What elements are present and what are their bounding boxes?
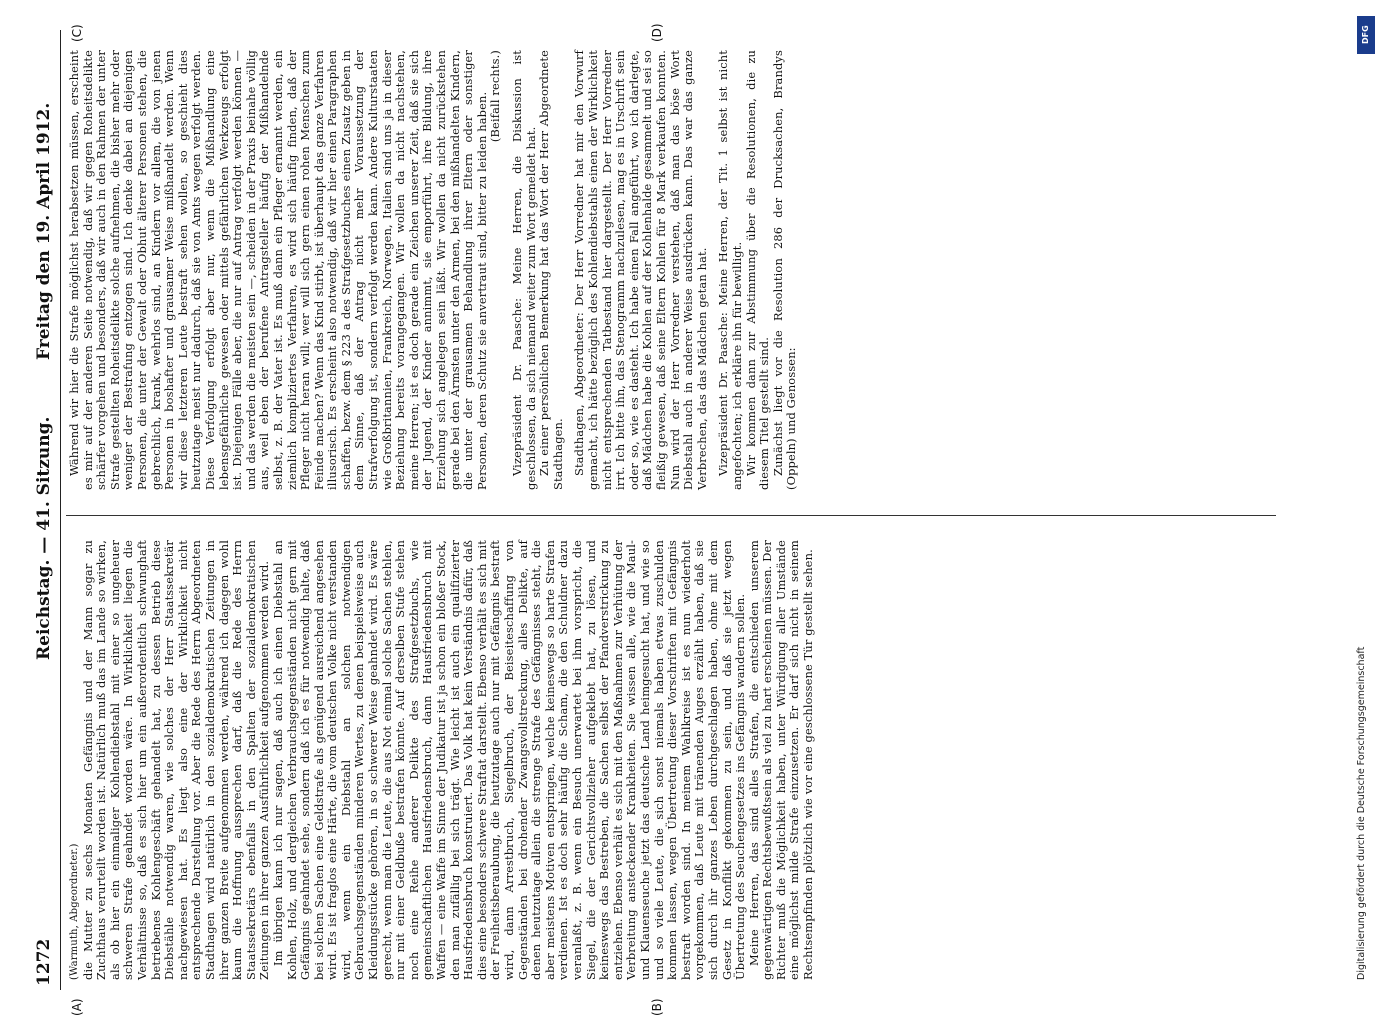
session-date: Freitag den 19. April 1912. — [34, 102, 54, 360]
paragraph: Stadthagen, Abgeordneter: Der Herr Vorredner hat mir den Vorwurf gemacht, ich hätte bezüglich des Kohlendiebstahls einen der Wirklichkeit nicht entsprechenden Tatbestand hier dargestellt. Der Herr Vorredner irrt. Ich bitte ihn, das Stenogramm nachzulesen, mag es in Urschrift sein oder so, wie es dasteht. Ich habe einen Fall angeführt, wo ich darlegte, daß Mädchen habe die Kohlen auf der Kohlenhalde gesammelt und sei so fleißig gewesen, daß seine Eltern Kohlen für 8 Mark verkaufen konnten. Nun wird der Herr Vorredner verstehen, daß man das böse Wort Diebstahl auch in anderer Weise ausdrücken kann. Das war das ganze Verbrechen, das das Mädchen getan hat. — [572, 50, 709, 490]
margin-marker-c: (C) — [70, 24, 84, 42]
paragraph: Zu einer persönlichen Bemerkung hat das Wort der Herr Abgeordnete Stadthagen. — [537, 50, 565, 490]
paragraph: Zunächst liegt vor die Resolution 286 der Drucksachen, Brandys (Oppeln) und Genossen: — [770, 50, 799, 490]
right-column — [68, 50, 1248, 490]
credit-text: Digitalisierung gefördert durch die Deutsche Forschungsgemeinschaft — [1356, 646, 1367, 980]
margin-marker-b: (B) — [650, 998, 664, 1016]
speaker-label: (Warmuth, Abgeordneter.) — [69, 843, 80, 980]
paragraph: Meine Herren, das sind alles Strafen, die entschieden unserem gegenwärtigen Rechtsbewußtsein als viel zu hart erscheinen müssen. Der Richter muß die Möglichkeit haben, unter Würdigung aller Umstände eine möglichst milde Strafe einzusetzen. Er darf sich nicht in seinem Rechtsempfinden plötzlich wie vor eine geschlossene Tür gestellt sehen. — [746, 540, 816, 980]
dfg-logo: DFG — [1357, 16, 1375, 54]
paragraph: Im übrigen kann ich nur sagen, daß auch ich einen Diebstahl an Kohlen, Holz, und dergleichen Verbrauchsgegenständen nicht gern mit Gefängnis geahndet sehe, sondern daß ich es für notwendig halte, daß bei solchen Sachen eine Geldstrafe als genügend ausreichend angesehen wird. Es ist fraglos eine Härte, die vom deutschen Volke nicht verstanden wird, wenn ein Diebstahl an solchen notwendigen Gebrauchsgegenständen minderen Wertes, zu denen beispielsweise auch Kleidungsstücke gehören, in so schwerer Weise geahndet wird. Es wäre gerecht, wenn man die Leute, die aus Not einmal solche Sachen stehlen, nur mit einer Geldbuße bestrafen könnte. Auf derselben Stufe stehen noch eine Reihe anderer Delikte des Strafgesetzbuchs, wie gemeinschaftlichen Hausfriedensbruch, dann Hausfriedensbruch mit Waffen — eine Waffe im Sinne der Judikatur ist ja schon ein bloßer Stock, den man zufällig bei sich trägt. Wie leicht ist auch ein qualifizierter Hausfriedensbruch konstruiert. Das Volk hat kein Verständnis dafür, daß dies eine besonders schwere Straftat darstellt. Ebenso verhält es sich mit der Freiheitsberaubung, die heutzutage auch nur mit Gefängnis bestraft wird, dann Arrestbruch, Siegelbruch, der Beiseiteschaffung von Gegenständen bei drohender Zwangsvollstreckung, alles Delikte, auf denen heutzutage allein die strenge Strafe des Gefängnisses steht, die aber meistens Motiven entspringen, welche keineswegs so harte Strafen verdienen. Ist es doch sehr häufig die Scham, die den Schuldner dazu veranlaßt, z. B. wenn ein Besuch unerwartet bei ihm vorspricht, die Siegel, die der Gerichtsvollzieher aufgeklebt hat, zu lösen, und keineswegs das Bestreben, die Sachen selbst der Pfandverstrickung zu entziehen. Ebenso verhält es sich mit den Maßnahmen zur Verhütung der Verbreitung ansteckender Krankheiten. Sie wissen alle, wie die Maul- und Klauenseuche jetzt das deutsche Land heimgesucht hat, und wie so und so viele Leute, die sich sonst niemals haben etwas zuschulden kommen lassen, wegen Übertretung dieser Vorschriften mit Gefängnis bestraft worden sind. In meinem Wahlkreise ist es nun wiederholt vorgekommen, daß Leute mit tränenden Auges erzählt haben, daß sie sich durch ihr ganzes Leben durchgeschlagen haben, ohne mit dem Gesetz in Konflikt gekommen zu sein, und daß sie jetzt wegen Übertretung des Seuchengesetzes ins Gefängnis wandern sollen. — [270, 540, 748, 980]
paragraph: Während wir hier die Strafe möglichst herabsetzen müssen, erscheint es mir auf der anderen Seite notwendig, daß wir gegen Roheitsdelikte schärfer vorgehen und besonders, daß wir auch in den Rahmen der unter Strafe gestellten Roheitsdelikte solche aufnehmen, die bisher mehr oder weniger der Bestrafung entzogen sind. Ich denke dabei an diejenigen Personen, die unter der Gewalt oder Obhut älterer Personen stehen, die gebrechlich, krank, wehrlos sind, an Kindern vor allem, die von jenen Personen in boshafter und grausamer Weise mißhandelt werden. Wenn wir diese letzteren Leute bestraft sehen wollen, so geschieht dies heutzutage meist nur dadurch, daß sie von Amts wegen verfolgt werden. Diese Verfolgung erfolgt aber nur, wenn die Mißhandlung eine lebensgefährliche gewesen oder mittels gefährlichen Werkzeugs erfolgt ist. Diejenigen Fälle aber, die nur auf Antrag verfolgt werden können — und das werden die meisten sein —, scheiden in der Praxis beinahe völlig aus, weil eben der berufene Antragsteller häufig der Mißhandelnde selbst, z. B. der Vater ist. Es muß dann ein Pfleger ernannt werden, ein ziemlich kompliziertes Verfahren, es wird sich häufig finden, daß der Pfleger nicht heran will; wer will sich gern einen rohen Menschen zum Feinde machen? Wenn das Kind stirbt, ist überhaupt das ganze Verfahren illusorisch. Es erscheint also notwendig, daß wir hier einen Paragraphen schaffen, bezw. dem § 223 a des Strafgesetzbuches einen Zusatz geben in dem Sinne, daß der Antrag nicht mehr Voraussetzung der Strafverfolgung ist, sondern verfolgt werden kann. Andere Kulturstaaten wie Großbritannien, Frankreich, Norwegen, Italien sind uns ja in dieser Beziehung bereits vorangegangen. Wir wollen da nicht nachstehen, meine Herren; ist es doch gerade ein Zeichen unserer Zeit, daß sie sich der Jugend, der Kinder annimmt, sie emporführt, ihre Bildung, ihre Erziehung sich angelegen sein läßt. Wir wollen da nicht zurückstehen gerade bei den Ärmsten unter den Armen, bei den mißhandelten Kindern, die unter der grausamen Behandlung ihrer Eltern oder sonstiger Personen, deren Schutz sie anvertraut sind, bitter zu leiden haben. — [67, 50, 489, 490]
margin-marker-a: (A) — [70, 998, 84, 1016]
page-header — [30, 30, 61, 990]
paragraph: die Mutter zu sechs Monaten Gefängnis und der Mann sogar zu Zuchthaus verurteilt worden ist. Natürlich muß das im Lande so wirken, als ob hier ein einmaliger Kohlendiebstahl mit einer so ungeheuer schweren Strafe geahndet worden wäre. In Wirklichkeit liegen die Verhältnisse so, daß es sich hier um ein außerordentlich schwunghaft betriebenes Kohlengeschäft gehandelt hat, zu dessen Betrieb diese Diebstähle notwendig waren, wie solches der Herr Staatssekretär nachgewiesen hat. Es liegt also eine der Wirklichkeit nicht entsprechende Darstellung vor. Aber die Rede des Herrn Abgeordneten Stadthagen wird natürlich in den sozialdemokratischen Zeitungen in ihrer ganzen Breite aufgenommen werden, während ich dagegen wohl kaum die Hoffnung aussprechen darf, daß die Rede des Herrn Staatssekretärs ebenfalls in den Spalten der sozialdemokratischen Zeitungen in ihrer ganzen Ausführlichkeit aufgenommen werden wird. — [80, 540, 272, 980]
paragraph: Vizepräsident Dr. Paasche: Meine Herren, die Diskussion ist geschlossen, da sich niemand weiter zum Wort gemeldet hat. — [510, 50, 538, 490]
paragraph: Vizepräsident Dr. Paasche: Meine Herren, der Tit. 1 selbst ist nicht angefochten; ich erkläre ihn für bewilligt. — [716, 50, 744, 490]
left-column — [68, 540, 1248, 980]
column-divider — [66, 515, 1276, 516]
applause-note: (Beifall rechts.) — [488, 50, 503, 143]
margin-marker-d: (D) — [650, 23, 664, 42]
paragraph: Wir kommen dann zur Abstimmung über die Resolutionen, die zu diesem Titel gestellt sind. — [743, 50, 772, 490]
digitization-credit — [1352, 10, 1382, 990]
page-number: 1272 — [34, 938, 54, 986]
session-title: Reichstag. — 41. Sitzung. — [34, 416, 54, 660]
printed-sheet — [30, 23, 1320, 1016]
